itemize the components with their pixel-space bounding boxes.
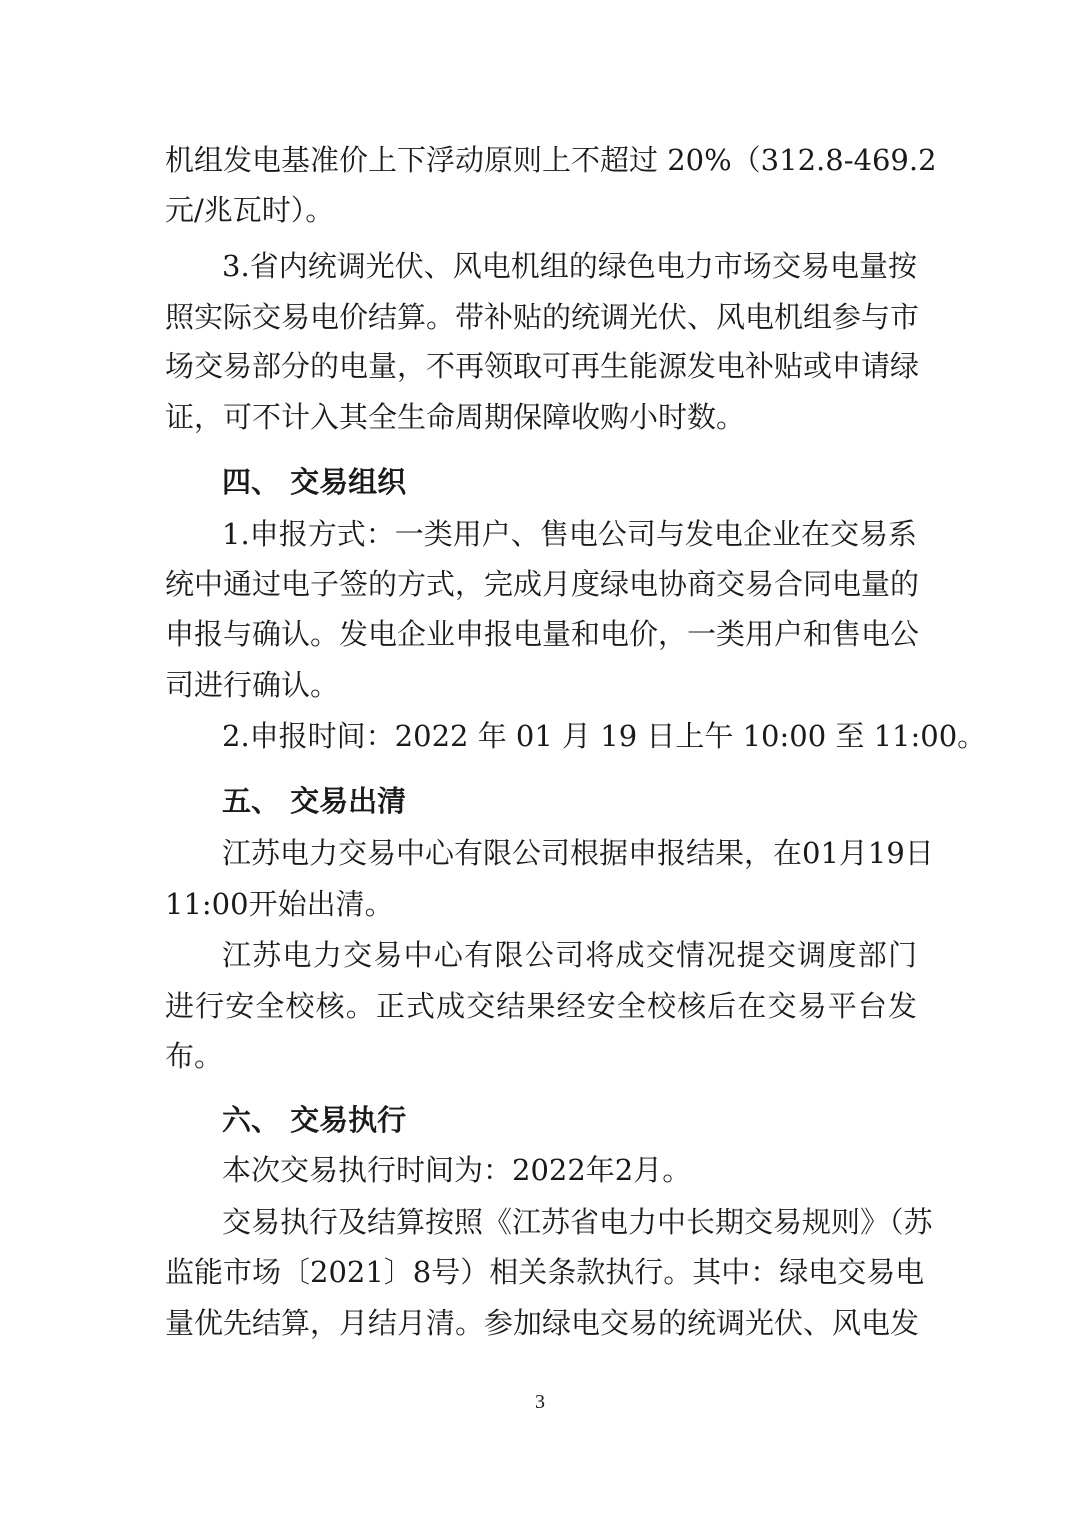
body-line: 场交易部分的电量，不再领取可再生能源发电补贴或申请绿	[165, 349, 920, 383]
body-line: 1.申报方式：一类用户、售电公司与发电企业在交易系	[222, 517, 917, 551]
body-line: 11:00开始出清。	[165, 887, 394, 921]
page-number: 3	[535, 1391, 545, 1413]
body-line: 机组发电基准价上下浮动原则上不超过 20%（312.8-469.2	[165, 143, 937, 177]
body-line: 布。	[165, 1039, 224, 1073]
body-line: 江苏电力交易中心有限公司将成交情况提交调度部门	[222, 938, 917, 972]
section-heading: 四、 交易组织	[222, 465, 407, 499]
body-line: 本次交易执行时间为：2022年2月。	[222, 1153, 692, 1187]
body-line: 交易执行及结算按照《江苏省电力中长期交易规则》（苏	[222, 1205, 933, 1239]
body-line: 进行安全校核。正式成交结果经安全校核后在交易平台发	[165, 989, 917, 1023]
body-line: 2.申报时间：2022 年 01 月 19 日上午 10:00 至 11:00。	[222, 719, 987, 753]
body-line: 司进行确认。	[165, 668, 340, 702]
section-heading: 五、 交易出清	[222, 784, 407, 818]
body-line: 江苏电力交易中心有限公司根据申报结果，在01月19日	[222, 836, 934, 870]
body-line: 照实际交易电价结算。带补贴的统调光伏、风电机组参与市	[165, 300, 920, 334]
section-heading: 六、 交易执行	[222, 1103, 407, 1137]
body-line: 证，可不计入其全生命周期保障收购小时数。	[165, 400, 746, 434]
body-line: 元/兆瓦时）。	[165, 193, 335, 227]
body-line: 量优先结算，月结月清。参加绿电交易的统调光伏、风电发	[165, 1306, 920, 1340]
body-line: 3.省内统调光伏、风电机组的绿色电力市场交易电量按	[222, 249, 917, 283]
body-line: 申报与确认。发电企业申报电量和电价，一类用户和售电公	[165, 617, 920, 651]
body-line: 监能市场〔2021〕8号）相关条款执行。其中：绿电交易电	[165, 1255, 925, 1289]
body-line: 统中通过电子签的方式，完成月度绿电协商交易合同电量的	[165, 567, 920, 601]
